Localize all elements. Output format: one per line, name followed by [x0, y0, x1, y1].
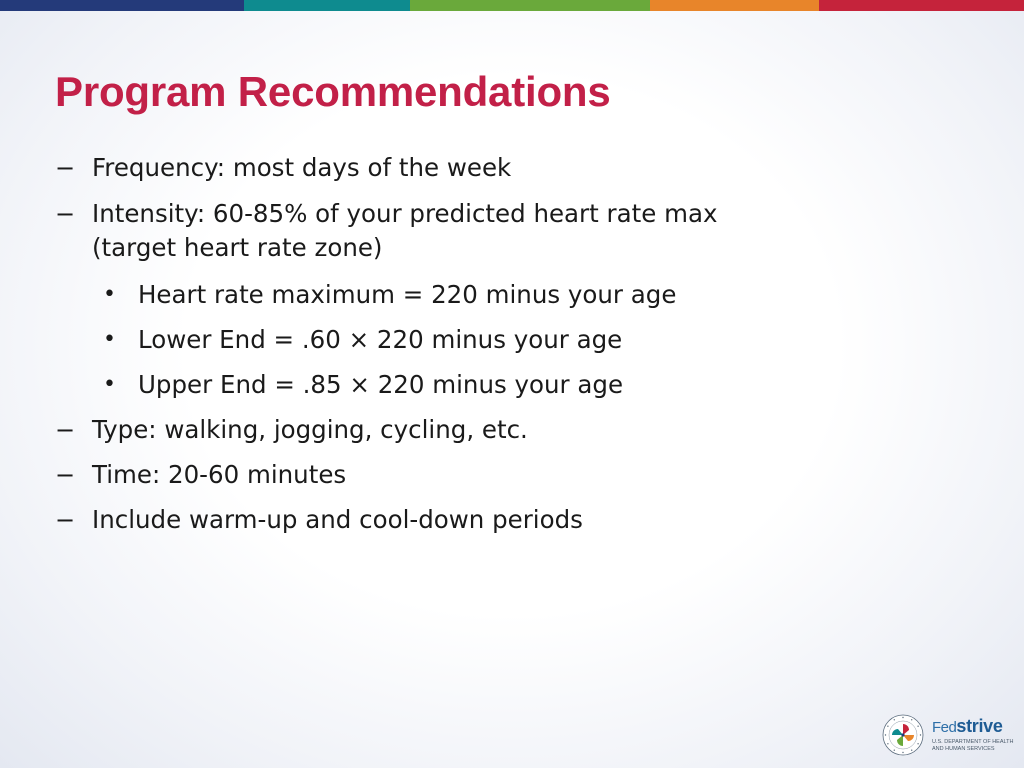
hhs-line-1: U.S. DEPARTMENT OF HEALTH: [932, 739, 1014, 745]
dash-marker: −: [55, 506, 76, 534]
list-item-intensity: Intensity: 60-85% of your predicted heart rate max: [92, 199, 718, 228]
bullet-marker: •: [103, 282, 116, 307]
list-item-warmup: Include warm-up and cool-down periods: [92, 505, 583, 534]
hhs-org-text: [932, 739, 1014, 752]
list-item-lower-end: Lower End = .60 × 220 minus your age: [138, 325, 623, 354]
color-bar-segment-orange: [650, 0, 819, 11]
list-item-intensity-continuation: (target heart rate zone): [92, 233, 383, 262]
list-item-time: Time: 20-60 minutes: [92, 460, 347, 489]
fedstrive-logo: [880, 712, 1016, 758]
logo-strive-text: strive: [956, 716, 1003, 736]
bullet-marker: •: [103, 327, 116, 352]
color-bar-segment-navy: [0, 0, 244, 11]
list-item-type: Type: walking, jogging, cycling, etc.: [92, 415, 528, 444]
top-color-bar: [0, 0, 1024, 11]
logo-fed-text: Fed: [932, 719, 957, 736]
list-item-upper-end: Upper End = .85 × 220 minus your age: [138, 370, 624, 399]
bullet-marker: •: [103, 372, 116, 397]
hhs-line-2: AND HUMAN SERVICES: [932, 745, 995, 752]
dash-marker: −: [55, 200, 76, 228]
dash-marker: −: [55, 461, 76, 489]
list-item-frequency: Frequency: most days of the week: [92, 153, 512, 182]
slide-title: Program Recommendations: [55, 68, 611, 115]
dash-marker: −: [55, 416, 76, 444]
list-item-heart-rate-max: Heart rate maximum = 220 minus your age: [138, 280, 677, 309]
federal-occupational-health-seal-icon: [882, 714, 924, 756]
color-bar-segment-red: [819, 0, 1024, 11]
color-bar-segment-green: [410, 0, 650, 11]
fedstrive-wordmark: [932, 716, 1003, 737]
dash-marker: −: [55, 154, 76, 182]
color-bar-segment-teal: [244, 0, 410, 11]
